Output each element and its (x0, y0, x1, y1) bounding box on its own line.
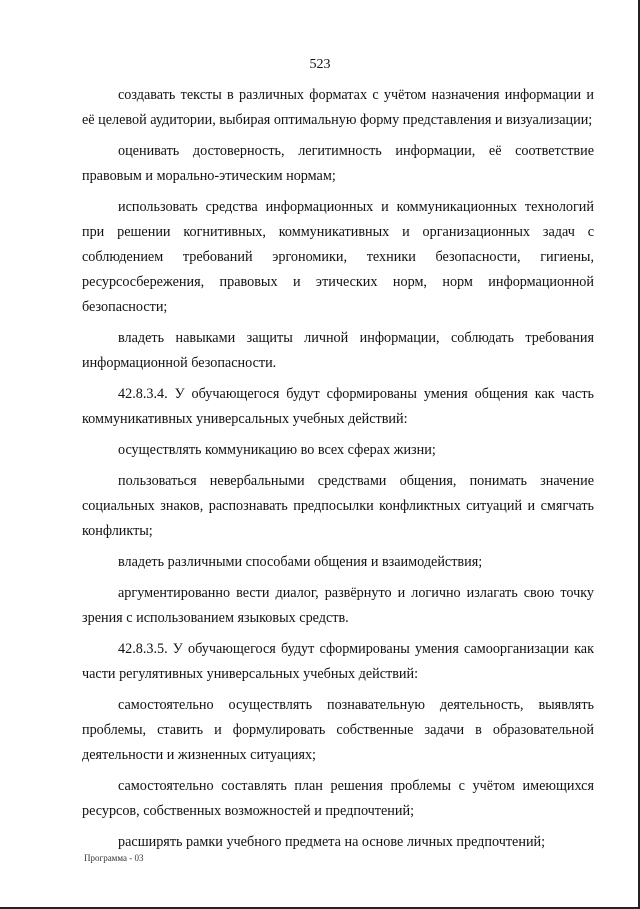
paragraph: владеть различными способами общения и взаимодействия; (118, 554, 483, 570)
paragraph: владеть навыками защиты личной информации, соблюдать требования информационной безопасности. (82, 330, 594, 371)
section-paragraph: 42.8.3.5. У обучающегося будут сформированы умения самоорганизации как части регулятивных универсальных учебных действий: (82, 641, 594, 682)
paragraph: аргументированно вести диалог, развёрнуто и логично излагать свою точку зрения с использованием языковых средств. (82, 585, 594, 626)
paragraph: расширять рамки учебного предмета на основе личных предпочтений; (118, 834, 546, 850)
paragraph: пользоваться невербальными средствами общения, понимать значение социальных знаков, распознавать предпосылки конфликтных ситуаций и смягчать конфликты; (82, 473, 594, 539)
paragraph: самостоятельно составлять план решения проблемы с учётом имеющихся ресурсов, собственных возможностей и предпочтений; (82, 778, 594, 819)
section-paragraph: 42.8.3.4. У обучающегося будут сформированы умения общения как часть коммуникативных универсальных учебных действий: (82, 386, 594, 427)
paragraph: оценивать достоверность, легитимность информации, её соответствие правовым и морально-этическим нормам; (82, 143, 594, 184)
paragraph: создавать тексты в различных форматах с учётом назначения информации и её целевой аудитории, выбирая оптимальную форму представления и визуализации; (82, 87, 594, 128)
footer-label: Программа - 03 (84, 853, 144, 863)
document-body (82, 83, 594, 861)
paragraph: использовать средства информационных и коммуникационных технологий при решении когнитивных, коммуникативных и организационных задач с соблюдением требований эргономики, техники безопасности, гигиены, ресурсосбережения, правовых и этических норм, норм информационной безопасности; (82, 199, 594, 315)
paragraph: самостоятельно осуществлять познавательную деятельность, выявлять проблемы, ставить и формулировать собственные задачи в образовательной деятельности и жизненных ситуациях; (82, 697, 594, 763)
paragraph: осуществлять коммуникацию во всех сферах жизни; (118, 442, 436, 458)
page-number: 523 (309, 57, 331, 72)
